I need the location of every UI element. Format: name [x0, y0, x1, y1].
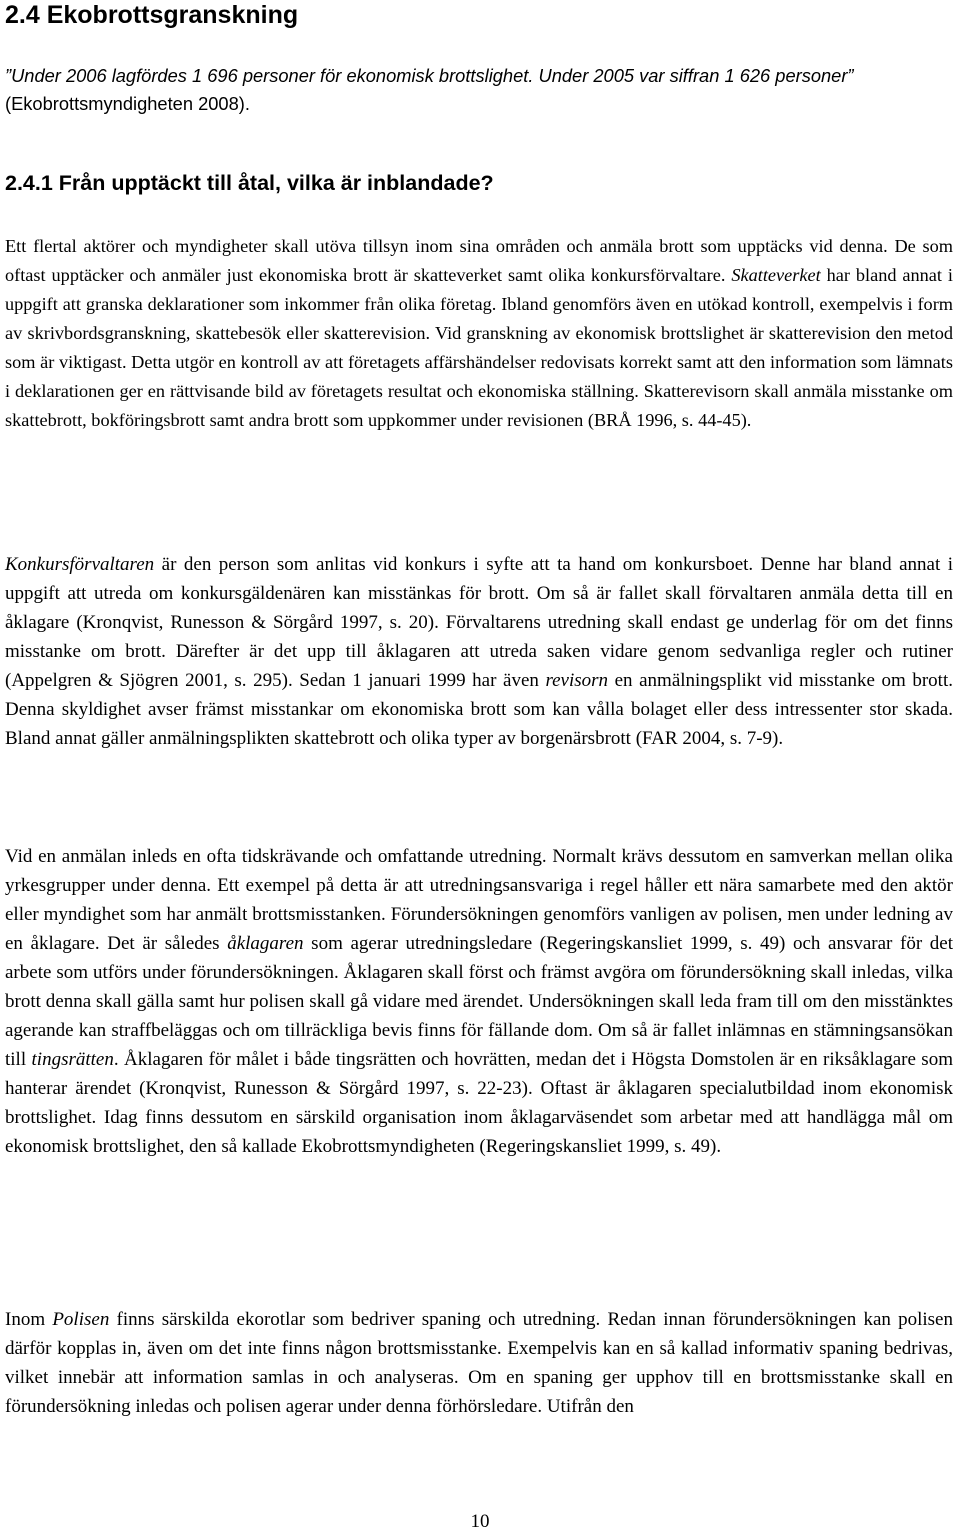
paragraph-text: är den person som anlitas vid konkurs i syfte att ta hand om konkursboet. Denne har bland annat i uppgift att utreda om konkursgäldenären kan misstänkas för brott. Om så är fallet skall förvaltaren anmäla detta till en åklagare (Kronqvist, Runesson & Sörgård 1997, s. 20). Förvaltarens utredning skall endast ge underlag för om det finns misstanke om brott. Därefter är det upp till åklagaren att utreda saken vidare genom sedvanliga regler och rutiner (Appelgren & Sjögren 2001, s. 295). Sedan 1 januari 1999 har även: [5, 554, 953, 691]
emphasis-tingsratten: tingsrätten: [31, 1049, 114, 1070]
paragraph-text: som agerar utredningsledare (Regeringskansliet 1999, s. 49) och ansvarar för det arbete som utförs under förundersökningen. Åklagaren skall först och främst avgöra om förundersökning skall inledas, vilka brott denna skall gälla samt hur polisen skall gå vidare med ärendet. Undersökningen skall leda fram till om den misstänktes agerande kan straffbeläggas och om tillräckliga bevis finns för fällande dom. Om så är fallet inlämnas en stämningsansökan till: [5, 933, 953, 1070]
paragraph-text: finns särskilda ekorotlar som bedriver spaning och utredning. Redan innan förundersökningen kan polisen därför kopplas in, även om det inte finns någon brottsmisstanke. Exempelvis kan en så kallad informativ spaning bedrivas, vilket innebär att information samlas in och analyseras. Om en spaning ger upphov till en brottsmisstanke skall en förundersökning inledas och polisen agerar under denna förhörsledare. Utifrån den: [5, 1309, 953, 1417]
quote-source: (Ekobrottsmyndigheten 2008).: [5, 93, 250, 114]
paragraph-text: har bland annat i uppgift att granska deklarationer som inkommer från olika företag. Ibland genomförs även en utökad kontroll, exempelvis i form av skrivbordsgranskning, skattebesök eller skatterevision. Vid granskning av ekonomisk brottslighet är skatterevision den metod som är viktigast. Detta utgör en kontroll av att företagets affärshändelser redovisats korrekt samt att den information som lämnats i deklarationen ger en rättvisande bild av företagets resultat och ekonomiska ställning. Skatterevisorn skall anmäla misstanke om skattebrott, bokföringsbrott samt andra brott som uppkommer under revisionen (BRÅ 1996, s. 44-45).: [5, 265, 953, 430]
emphasis-aklagaren: åklagaren: [227, 933, 304, 954]
paragraph-text: Inom: [5, 1309, 53, 1330]
paragraph-konkursforvaltaren: [5, 550, 953, 753]
paragraph-text: Vid en anmälan inleds en ofta tidskrävande och omfattande utredning. Normalt krävs dessutom en samverkan mellan olika yrkesgrupper under denna. Ett exempel på detta är att utredningsansvariga i regel håller ett nära samarbete med den aktör eller myndighet som har anmält brottsmisstanken. Förundersökningen genomförs vanligen av polisen, men under ledning av en åklagare. Det är således: [5, 846, 953, 954]
emphasis-polisen: Polisen: [52, 1309, 110, 1330]
paragraph-text: en anmälningsplikt vid misstanke om brott. Denna skyldighet avser främst misstankar om ekonomiska brott som kan vålla bolaget eller dess intressenter stor skada. Bland annat gäller anmälningsplikten skattebrott och olika typer av borgenärsbrott (FAR 2004, s. 7-9).: [5, 670, 953, 749]
page-number: 10: [470, 1511, 490, 1532]
paragraph-text: Ett flertal aktörer och myndigheter skall utöva tillsyn inom sina områden och anmäla brott som upptäcks vid denna. De som oftast upptäcker och anmäler just ekonomiska brott är skatteverket samt olika konkursförvaltare.: [5, 236, 953, 285]
statistics-quote: [5, 62, 953, 118]
paragraph-polisen: [5, 1305, 953, 1421]
emphasis-revisorn: revisorn: [545, 670, 609, 691]
paragraph-text: . Åklagaren för målet i både tingsrätten och hovrätten, medan det i Högsta Domstolen är en riksåklagare som hanterar ärendet (Kronqvist, Runesson & Sörgård 1997, s. 22-23). Oftast är åklagaren specialutbildad inom ekonomisk brottslighet. Idag finns dessutom en särskild organisation inom åklagarväsendet som arbetar med att handlägga mål om ekonomisk brottslighet, den så kallade Ekobrottsmyndigheten (Regeringskansliet 1999, s. 49).: [5, 1049, 953, 1157]
emphasis-skatteverket: Skatteverket: [731, 265, 821, 285]
emphasis-konkursforvaltaren: Konkursförvaltaren: [5, 554, 155, 575]
paragraph-utredning: [5, 842, 953, 1161]
section-heading: 2.4 Ekobrottsgranskning: [5, 1, 299, 29]
paragraph-actors: [5, 232, 953, 435]
quote-text: ”Under 2006 lagfördes 1 696 personer för ekonomisk brottslighet. Under 2005 var siffran 1 626 personer”: [5, 65, 854, 86]
subsection-heading: 2.4.1 Från upptäckt till åtal, vilka är inblandade?: [5, 171, 494, 195]
